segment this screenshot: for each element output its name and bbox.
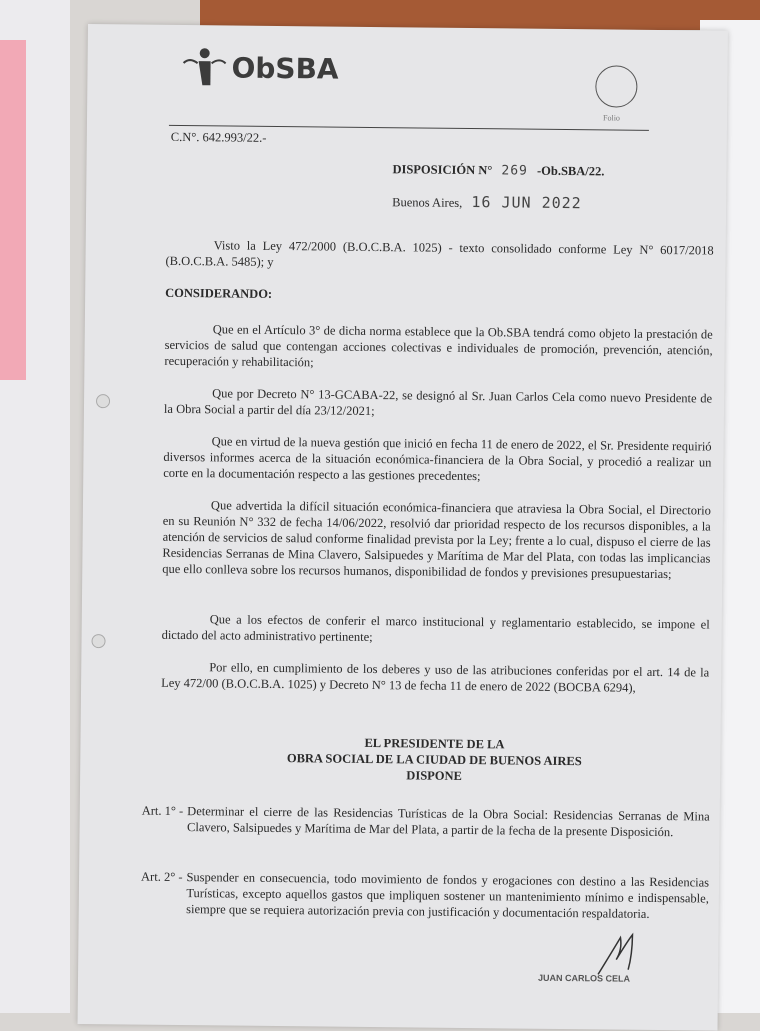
document-page <box>78 24 728 1031</box>
article-label: Art. 1° - <box>141 803 184 819</box>
logo-text: ObSBA <box>231 51 339 86</box>
signature-scribble <box>588 929 649 980</box>
folio-circle <box>595 65 637 107</box>
paragraph: Que en virtud de la nueva gestión que inició en fecha 11 de enero de 2022, el Sr. Presidente requirió diversos informes acerca de la situación económica-financiera de la Obra Social, y procedió a realizar un corte en la documentación respecto a las gestiones precedentes; <box>163 434 712 484</box>
paragraph: Que en el Artículo 3° de dicha norma establece que la Ob.SBA tendrá como objeto la prestación de servicios de salud que contengan acciones colectivas e individuales de promoción, prevención, atención, recuperación y rehabilitación; <box>164 322 713 370</box>
paragraph: Que a los efectos de conferir el marco institucional y reglamentario establecido, se impone el dictado del acto administrativo pertinente; <box>161 612 710 645</box>
paragraph: Que advertida la difícil situación económica-financiera que atraviesa la Obra Social, el Directorio en su Reunión N° 332 de fecha 14/06/2022, resolvió dar prioridad respecto de los recursos disponibles, a la atención de servicios de salud conforme finalidad prevista por la Ley; frente a lo cual, dispuso el cierre de las Residencias Serranas de Mina Clavero, Salsipuedes y Marítima de Mar del Plata, con todas las implicancias que ello conlleva sobre los recursos humanos, disponibilidad de fondos y previsiones presupuestarias; <box>162 498 712 582</box>
heading-line: DISPONE <box>406 768 463 783</box>
disposition-number: 269 <box>501 163 528 179</box>
date-line <box>392 193 582 212</box>
article-label: Art. 2° - <box>141 869 183 885</box>
disposition-prefix: DISPOSICIÓN N° <box>392 162 493 178</box>
disposition-suffix: -Ob.SBA/22. <box>536 163 605 179</box>
punch-hole <box>96 394 110 408</box>
signature-name: JUAN CARLOS CELA <box>537 972 631 984</box>
paragraph: Que por Decreto N° 13-GCABA-22, se designó al Sr. Juan Carlos Cela como nuevo Presidente de la Obra Social a partir del día 23/12/2021; <box>163 386 713 419</box>
place: Buenos Aires, <box>392 195 463 210</box>
visto-paragraph: Visto la Ley 472/2000 (B.O.C.B.A. 1025) - texto consolidado conforme Ley N° 6017/2018 (B.O.C.B.A. 5485); y <box>165 238 714 269</box>
article-2 <box>141 869 709 923</box>
folio-label: Folio <box>602 113 620 123</box>
case-number: C.N°. 642.993/22.- <box>170 129 267 145</box>
considerando-heading: CONSIDERANDO: <box>165 285 273 301</box>
article-text: Determinar el cierre de las Residencias Turísticas de la Obra Social: Residencias Serranas de Mina Clavero, Salsipuedes y Marítima de Mar del Plata, a partir de la fecha de la presente Disposición. <box>186 804 710 840</box>
person-icon <box>179 47 227 88</box>
disposition-title <box>392 161 604 180</box>
date-stamp: 16 JUN 2022 <box>471 193 582 213</box>
punch-hole <box>91 634 105 648</box>
background-sticky-note <box>0 40 26 380</box>
heading-line: OBRA SOCIAL DE LA CIUDAD DE BUENOS AIRES <box>286 751 582 769</box>
heading-line: EL PRESIDENTE DE LA <box>364 735 505 752</box>
article-1 <box>142 803 710 841</box>
obsba-logo <box>179 47 338 89</box>
article-text: Suspender en consecuencia, todo movimiento de fondos y erogaciones con destino a las Residencias Turísticas, excepto aquellos gastos que impliquen sostener un mantenimiento mínimo e indispensable, siempre que se requiera autorización previa con justificación y documentación respaldatoria. <box>186 870 710 921</box>
paragraph: Por ello, en cumplimiento de los deberes y uso de las atribuciones conferidas por el art. 14 de la Ley 472/00 (B.O.C.B.A. 1025) y Decreto N° 13 de fecha 11 de enero de 2022 (BOCBA 6294), <box>161 660 710 695</box>
